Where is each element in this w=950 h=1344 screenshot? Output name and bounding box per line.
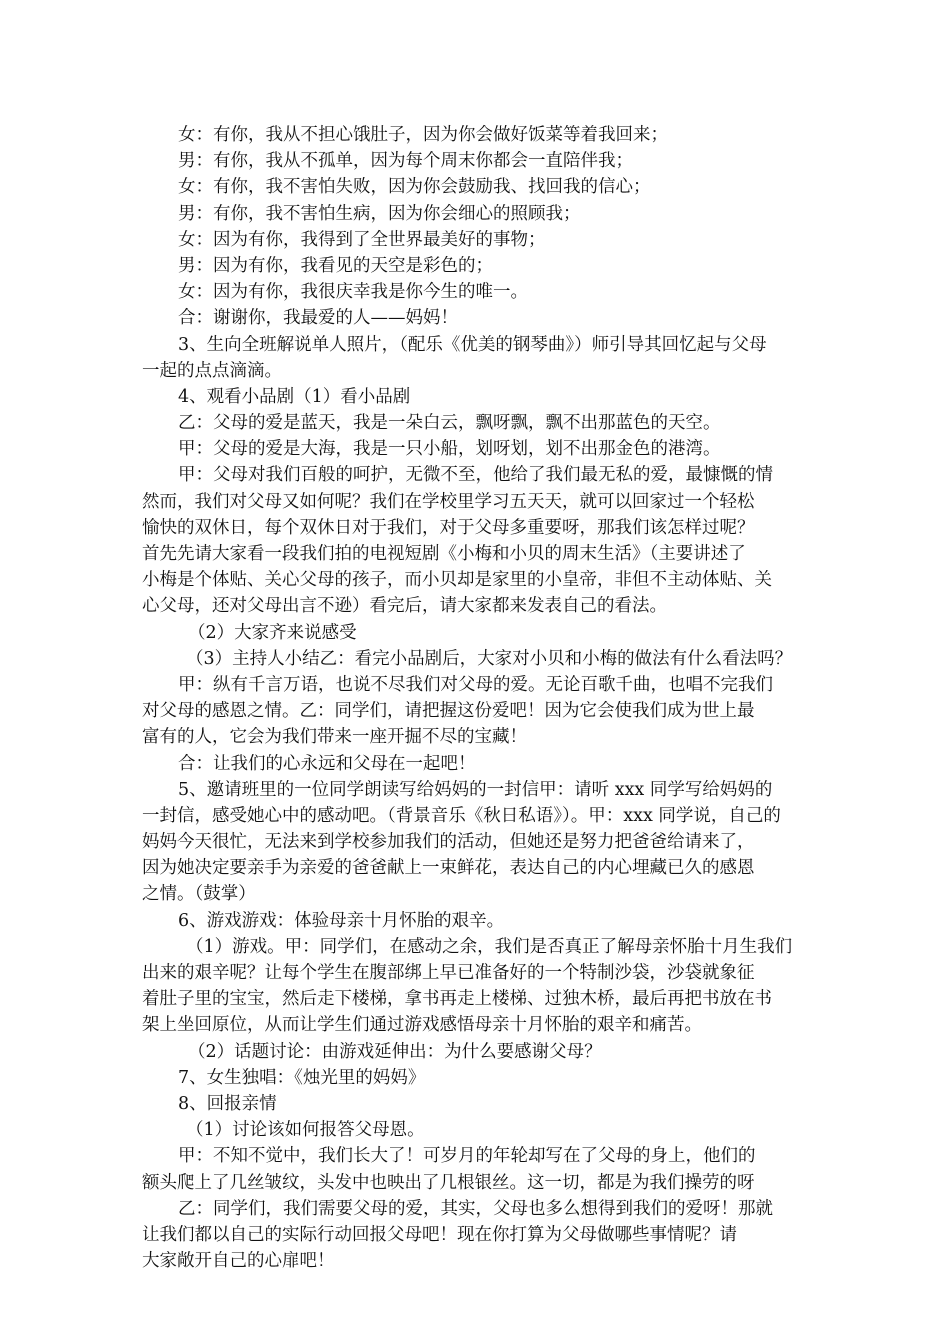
text-line: 出来的艰辛呢？让每个学生在腹部绑上早已准备好的一个特制沙袋，沙袋就象征 bbox=[142, 963, 755, 983]
text-line: 因为她决定要亲手为亲爱的爸爸献上一束鲜花，表达自己的内心埋藏已久的感恩 bbox=[142, 858, 755, 879]
text-line: 甲：父母的爱是大海，我是一只小船，划呀划，划不出那金色的港湾。 bbox=[178, 439, 721, 460]
text-line: （2）大家齐来说感受 bbox=[188, 622, 357, 643]
text-line: 架上坐回原位，从而让学生们通过游戏感悟母亲十月怀胎的艰辛和痛苦。 bbox=[142, 1015, 702, 1036]
text-line: 男：有你，我从不孤单，因为每个周末你都会一直陪伴我； bbox=[178, 151, 633, 172]
text-line: 愉快的双休日，每个双休日对于我们，对于父母多重要呀，那我们该怎样过呢？ bbox=[142, 517, 755, 538]
text-line: 额头爬上了几丝皱纹，头发中也映出了几根银丝。这一切，都是为我们操劳的呀 bbox=[142, 1172, 755, 1193]
text-line: 4、观看小品剧（1）看小品剧 bbox=[178, 386, 411, 407]
text-line: 小梅是个体贴、关心父母的孩子，而小贝却是家里的小皇帝，非但不主动体贴、关 bbox=[142, 570, 772, 591]
text-line: 甲：不知不觉中，我们长大了！可岁月的年轮却写在了父母的身上，他们的 bbox=[178, 1146, 756, 1167]
text-line: 8、回报亲情 bbox=[178, 1093, 277, 1114]
text-line: 首先先请大家看一段我们拍的电视短剧《小梅和小贝的周末生活》（主要讲述了 bbox=[142, 544, 746, 564]
text-line: 乙：父母的爱是蓝天，我是一朵白云，飘呀飘，飘不出那蓝色的天空。 bbox=[178, 413, 721, 434]
text-line: 女：有你，我不害怕失败，因为你会鼓励我、找回我的信心； bbox=[178, 177, 651, 198]
text-line: 女：有你，我从不担心饿肚子，因为你会做好饭菜等着我回来； bbox=[178, 125, 668, 145]
text-line: 7、女生独唱：《烛光里的妈妈》 bbox=[178, 1067, 426, 1088]
text-line: 合：谢谢你，我最爱的人——妈妈！ bbox=[178, 308, 458, 329]
text-line: 甲：父母对我们百般的呵护，无微不至，他给了我们最无私的爱，最慷慨的情 bbox=[178, 465, 773, 486]
text-line: （1）游戏。甲：同学们，在感动之余，我们是否真正了解母亲怀胎十月生我们 bbox=[186, 936, 793, 957]
text-line: 一起的点点滴滴。 bbox=[142, 360, 282, 381]
text-line: 5、邀请班里的一位同学朗读写给妈妈的一封信甲：请听 xxx 同学写给妈妈的 bbox=[178, 779, 773, 800]
text-line: 大家敞开自己的心扉吧！ bbox=[142, 1251, 335, 1272]
text-line: 之情。（鼓掌） bbox=[142, 884, 256, 905]
text-line: 男：有你，我不害怕生病，因为你会细心的照顾我； bbox=[178, 203, 581, 224]
text-line: 乙：同学们，我们需要父母的爱，其实，父母也多么想得到我们的爱呀！那就 bbox=[178, 1198, 773, 1219]
text-line: 3、生向全班解说单人照片，（配乐《优美的钢琴曲》）师引导其回忆起与父母 bbox=[178, 334, 767, 355]
text-line: 男：因为有你，我看见的天空是彩色的； bbox=[178, 255, 493, 276]
text-line: （3）主持人小结乙：看完小品剧后，大家对小贝和小梅的做法有什么看法吗？ bbox=[186, 648, 793, 669]
text-line: 一封信，感受她心中的感动吧。（背景音乐《秋日私语》）。甲：xxx 同学说，自己的 bbox=[142, 805, 781, 826]
text-line: 合：让我们的心永远和父母在一起吧！ bbox=[178, 753, 476, 774]
text-line: 让我们都以自己的实际行动回报父母吧！现在你打算为父母做哪些事情呢？请 bbox=[142, 1224, 737, 1245]
text-line: 6、游戏游戏：体验母亲十月怀胎的艰辛。 bbox=[178, 910, 505, 931]
text-line: 女：因为有你，我得到了全世界最美好的事物； bbox=[178, 229, 546, 250]
text-line: 妈妈今天很忙，无法来到学校参加我们的活动，但她还是努力把爸爸给请来了， bbox=[142, 832, 755, 853]
text-line: 着肚子里的宝宝，然后走下楼梯，拿书再走上楼梯、过独木桥，最后再把书放在书 bbox=[142, 989, 772, 1010]
text-line: 富有的人，它会为我们带来一座开掘不尽的宝藏！ bbox=[142, 727, 527, 748]
text-line: （2）话题讨论：由游戏延伸出：为什么要感谢父母？ bbox=[188, 1041, 602, 1062]
text-line: 然而，我们对父母又如何呢？我们在学校里学习五天天，就可以回家过一个轻松 bbox=[142, 491, 755, 512]
text-line: 对父母的感恩之情。乙：同学们，请把握这份爱吧！因为它会使我们成为世上最 bbox=[142, 701, 755, 722]
document-page bbox=[142, 122, 818, 1274]
text-line: （1）讨论该如何报答父母恩。 bbox=[186, 1120, 425, 1141]
text-line: 甲：纵有千言万语，也说不尽我们对父母的爱。无论百歌千曲，也唱不完我们 bbox=[178, 674, 773, 695]
text-line: 心父母，还对父母出言不逊）看完后，请大家都来发表自己的看法。 bbox=[142, 596, 667, 617]
text-line: 女：因为有你，我很庆幸我是你今生的唯一。 bbox=[178, 282, 528, 303]
